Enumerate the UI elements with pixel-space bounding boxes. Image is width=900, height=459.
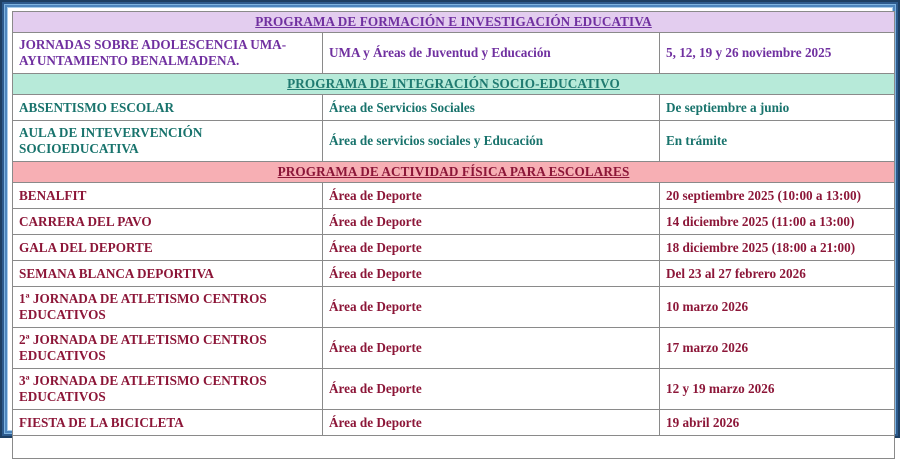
page-frame-middle	[4, 4, 896, 434]
table-row	[13, 121, 895, 162]
section-heading-row-actividad	[13, 162, 895, 183]
activity-date: 18 diciembre 2025 (18:00 a 21:00)	[660, 235, 895, 261]
activity-date: Del 23 al 27 febrero 2026	[660, 261, 895, 287]
table-row	[13, 261, 895, 287]
table-row	[13, 369, 895, 410]
section-heading-integracion-label: PROGRAMA DE INTEGRACIÓN SOCIO-EDUCATIVO	[287, 76, 620, 92]
activity-area: Área de Deporte	[323, 369, 660, 410]
table-trailing-blank-row	[13, 436, 895, 459]
activity-date: 5, 12, 19 y 26 noviembre 2025	[660, 33, 895, 74]
section-heading-row-integracion	[13, 74, 895, 95]
activity-date: 20 septiembre 2025 (10:00 a 13:00)	[660, 183, 895, 209]
activity-area: Área de Servicios Sociales	[323, 95, 660, 121]
activity-date: 14 diciembre 2025 (11:00 a 13:00)	[660, 209, 895, 235]
activity-name: GALA DEL DEPORTE	[13, 235, 323, 261]
activity-area: Área de Deporte	[323, 328, 660, 369]
activity-date: 12 y 19 marzo 2026	[660, 369, 895, 410]
activity-area: Área de Deporte	[323, 261, 660, 287]
activity-name: SEMANA BLANCA DEPORTIVA	[13, 261, 323, 287]
activity-area: Área de Deporte	[323, 410, 660, 436]
activity-name: CARRERA DEL PAVO	[13, 209, 323, 235]
activity-date: 19 abril 2026	[660, 410, 895, 436]
section-heading-integracion	[13, 74, 895, 95]
table-row	[13, 328, 895, 369]
table-row	[13, 287, 895, 328]
activity-name: JORNADAS SOBRE ADOLESCENCIA UMA-AYUNTAMIENTO BENALMADENA.	[13, 33, 323, 74]
section-heading-actividad	[13, 162, 895, 183]
activity-name: BENALFIT	[13, 183, 323, 209]
activity-date: 10 marzo 2026	[660, 287, 895, 328]
section-heading-formacion-label: PROGRAMA DE FORMACIÓN E INVESTIGACIÓN EDUCATIVA	[255, 14, 652, 29]
activity-date: En trámite	[660, 121, 895, 162]
section-heading-formacion	[13, 12, 895, 33]
activity-area: Área de Deporte	[323, 183, 660, 209]
section-heading-actividad-label: PROGRAMA DE ACTIVIDAD FÍSICA PARA ESCOLARES	[277, 164, 630, 180]
table-row	[13, 410, 895, 436]
table-row	[13, 95, 895, 121]
table-row	[13, 183, 895, 209]
activity-date: De septiembre a junio	[660, 95, 895, 121]
page-frame-inner	[7, 7, 893, 431]
section-heading-row-formacion	[13, 12, 895, 33]
activity-name: ABSENTISMO ESCOLAR	[13, 95, 323, 121]
activity-name: 2ª JORNADA DE ATLETISMO CENTROS EDUCATIVOS	[13, 328, 323, 369]
table-row	[13, 33, 895, 74]
activity-name: 1ª JORNADA DE ATLETISMO CENTROS EDUCATIVOS	[13, 287, 323, 328]
activity-area: Área de servicios sociales y Educación	[323, 121, 660, 162]
activity-area: Área de Deporte	[323, 287, 660, 328]
activity-date: 17 marzo 2026	[660, 328, 895, 369]
activity-name: 3ª JORNADA DE ATLETISMO CENTROS EDUCATIVOS	[13, 369, 323, 410]
activity-area: UMA y Áreas de Juventud y Educación	[323, 33, 660, 74]
table-row	[13, 235, 895, 261]
table-row	[13, 209, 895, 235]
activity-name: FIESTA DE LA BICICLETA	[13, 410, 323, 436]
activity-name: AULA DE INTEVERVENCIÓN SOCIOEDUCATIVA	[13, 121, 323, 162]
blank-cell	[13, 436, 895, 459]
activity-area: Área de Deporte	[323, 209, 660, 235]
schedule-table	[12, 11, 895, 459]
activity-area: Área de Deporte	[323, 235, 660, 261]
